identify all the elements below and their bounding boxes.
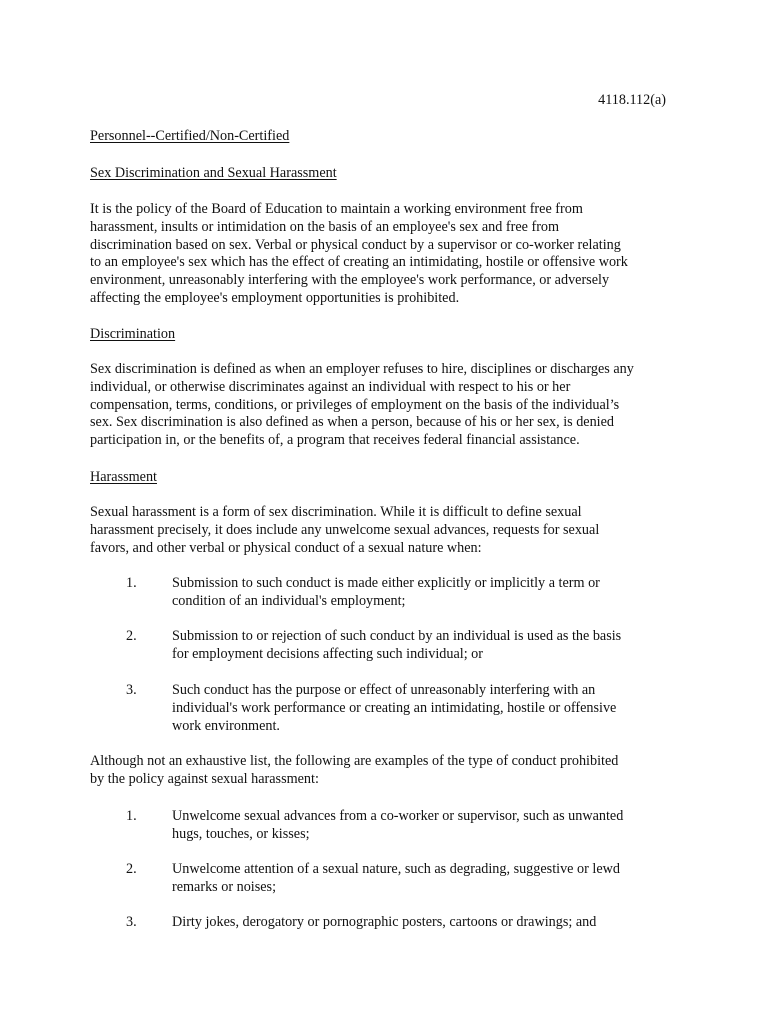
policy-title: Sex Discrimination and Sexual Harassment <box>90 165 337 181</box>
list-line: Submission to or rejection of such conduct by an individual is used as the basis <box>172 628 622 644</box>
paragraph-line: environment, unreasonably interfering with the employee's work performance, or adversely <box>90 272 610 289</box>
list-line: Dirty jokes, derogatory or pornographic posters, cartoons or drawings; and <box>172 914 597 930</box>
list-line: individual's work performance or creating an intimidating, hostile or offensive <box>172 699 617 716</box>
policy-number: 4118.112(a) <box>598 92 666 108</box>
harassment-paragraph <box>90 504 680 557</box>
paragraph-line: harassment precisely, it does include any unwelcome sexual advances, requests for sexual <box>90 521 600 538</box>
list-item-text <box>172 861 692 897</box>
list-number: 3. <box>126 914 137 930</box>
examples-intro-paragraph <box>90 753 680 789</box>
paragraph-line: individual, or otherwise discriminates against an individual with respect to his or her <box>90 378 571 395</box>
paragraph-line: affecting the employee's employment opportunities is prohibited. <box>90 289 460 306</box>
list-line: condition of an individual's employment; <box>172 592 406 609</box>
discrimination-paragraph <box>90 361 680 450</box>
list-line: for employment decisions affecting such individual; or <box>172 645 484 662</box>
list-line: Unwelcome attention of a sexual nature, such as degrading, suggestive or lewd <box>172 861 620 877</box>
paragraph-line: Sexual harassment is a form of sex discrimination. While it is difficult to define sexual <box>90 504 582 520</box>
list-line: Unwelcome sexual advances from a co-worker or supervisor, such as unwanted <box>172 808 624 824</box>
discrimination-heading: Discrimination <box>90 326 176 342</box>
paragraph-line: by the policy against sexual harassment: <box>90 770 319 787</box>
intro-paragraph <box>90 201 680 308</box>
paragraph-line: favors, and other verbal or physical conduct of a sexual nature when: <box>90 539 482 556</box>
paragraph-line: Sex discrimination is defined as when an employer refuses to hire, disciplines or discharges any <box>90 361 634 377</box>
list-number: 2. <box>126 628 137 644</box>
list-line: Submission to such conduct is made either explicitly or implicitly a term or <box>172 575 600 591</box>
paragraph-line: to an employee's sex which has the effect of creating an intimidating, hostile or offensive work <box>90 254 628 271</box>
paragraph-line: harassment, insults or intimidation on the basis of an employee's sex and free from <box>90 218 560 235</box>
list-item-text <box>172 914 692 932</box>
paragraph-line: sex. Sex discrimination is also defined as when a person, because of his or her sex, is denied <box>90 414 615 431</box>
paragraph-line: It is the policy of the Board of Education to maintain a working environment free from <box>90 201 583 217</box>
list-item-text <box>172 808 692 844</box>
list-item-text <box>172 628 692 664</box>
list-line: Such conduct has the purpose or effect of unreasonably interfering with an <box>172 682 596 698</box>
list-item-text <box>172 682 692 735</box>
list-number: 3. <box>126 682 137 698</box>
paragraph-line: compensation, terms, conditions, or privileges of employment on the basis of the individual’s <box>90 396 620 413</box>
list-line: remarks or noises; <box>172 878 277 895</box>
list-number: 1. <box>126 575 137 591</box>
list-line: work environment. <box>172 717 280 734</box>
paragraph-line: discrimination based on sex. Verbal or physical conduct by a supervisor or co-worker relating <box>90 236 621 253</box>
paragraph-line: Although not an exhaustive list, the following are examples of the type of conduct prohibited <box>90 753 619 769</box>
harassment-heading: Harassment <box>90 469 157 485</box>
list-item-text <box>172 575 692 611</box>
list-line: hugs, touches, or kisses; <box>172 825 310 842</box>
list-number: 1. <box>126 808 137 824</box>
paragraph-line: participation in, or the benefits of, a program that receives federal financial assistance. <box>90 432 580 449</box>
list-number: 2. <box>126 861 137 877</box>
policy-category: Personnel--Certified/Non-Certified <box>90 128 290 144</box>
